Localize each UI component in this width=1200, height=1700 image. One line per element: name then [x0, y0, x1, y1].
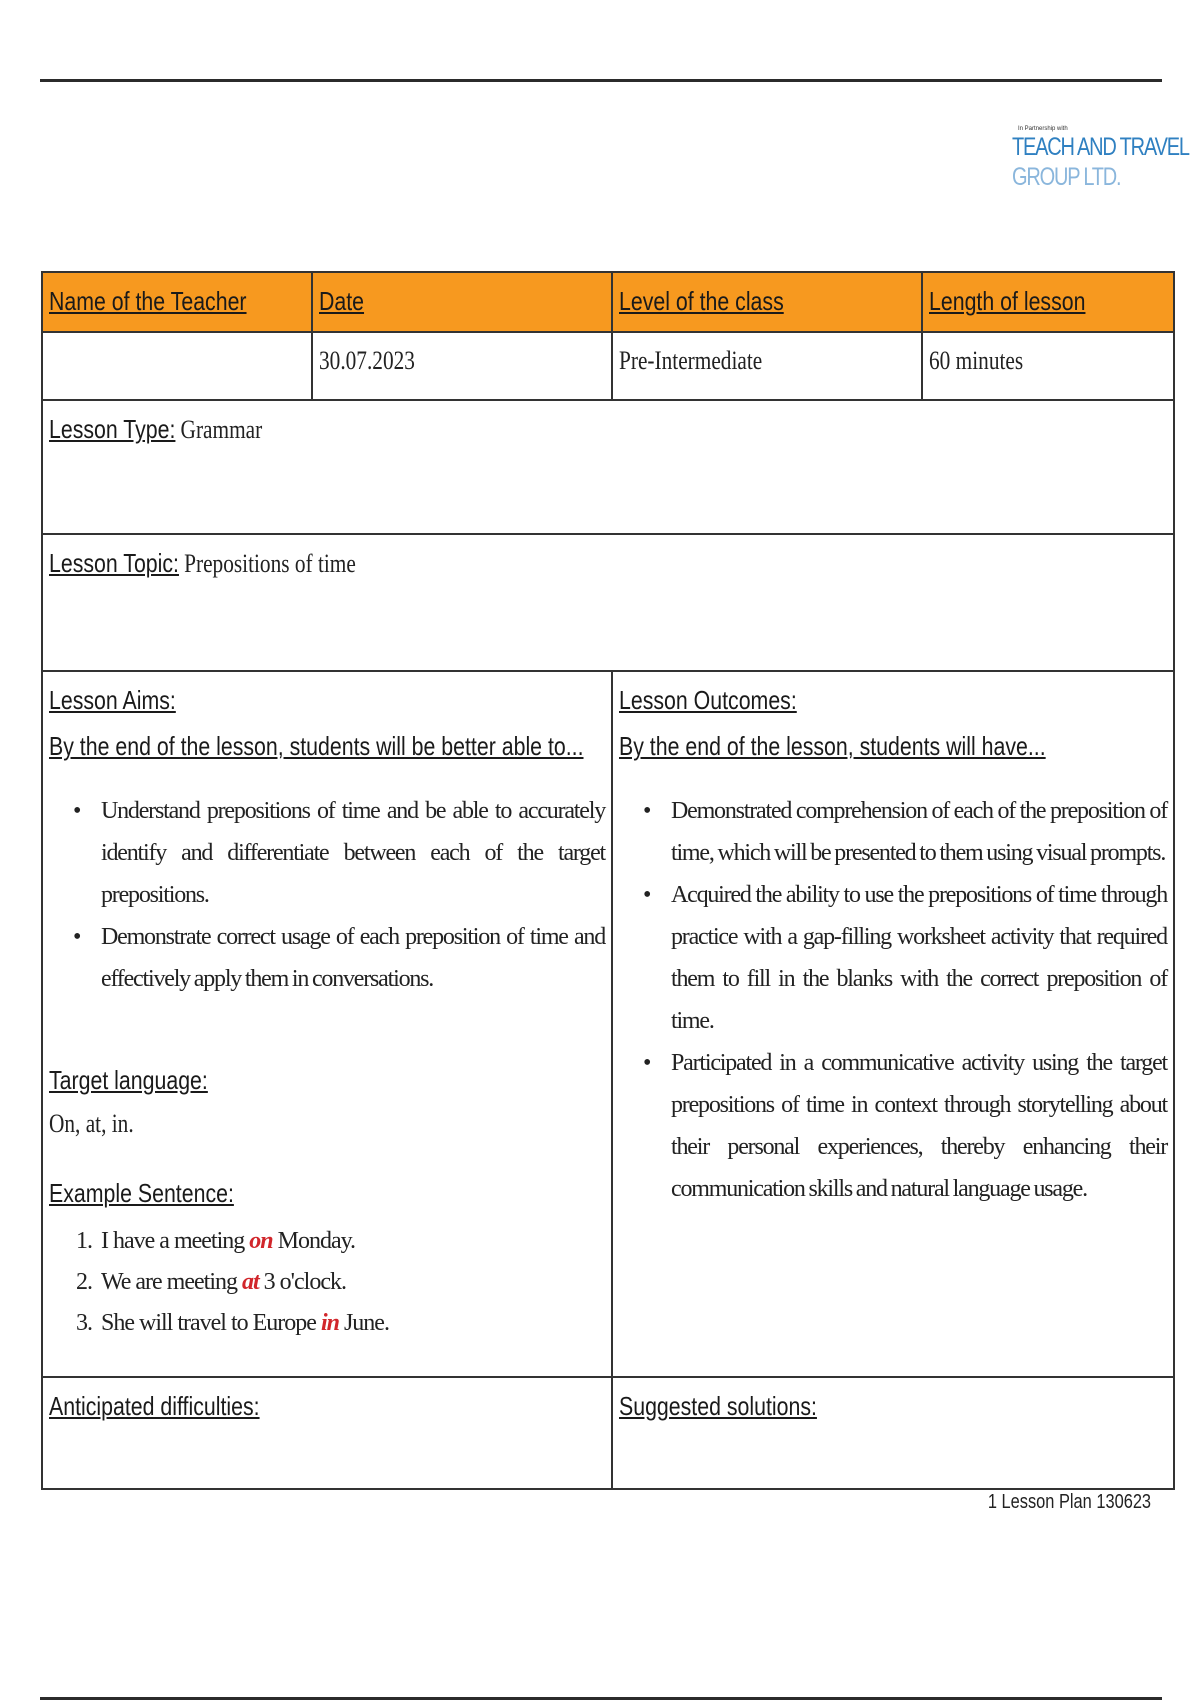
length-header: Length of lesson	[922, 272, 1174, 332]
aims-subtitle: By the end of the lesson, students will be better able to...	[49, 731, 584, 761]
outcome-item: • Demonstrated comprehension of each of the preposition of time, which will be presented to them using visual prompts.	[619, 790, 1167, 874]
level-header: Level of the class	[612, 272, 922, 332]
example-item: 3. She will travel to Europe in June.	[76, 1310, 389, 1336]
solutions-cell	[612, 1377, 1174, 1489]
lesson-type-row	[42, 400, 1174, 534]
lesson-topic-row	[42, 534, 1174, 671]
partner-logo	[1012, 126, 1189, 192]
date-header: Date	[312, 272, 612, 332]
logo-small-text: In Partnership with	[1018, 126, 1068, 132]
page-footer: 1 Lesson Plan 130623	[987, 1491, 1151, 1513]
example-sentence-label: Example Sentence:	[49, 1178, 234, 1208]
preposition-highlight: at	[242, 1269, 259, 1295]
preposition-highlight: on	[249, 1228, 273, 1254]
values-row	[42, 332, 1174, 400]
target-language-value: On, at, in.	[49, 1109, 134, 1138]
outcomes-cell	[612, 671, 1174, 1377]
logo-line-1: TEACH AND TRAVEL	[1012, 133, 1189, 161]
difficulties-row	[42, 1377, 1174, 1489]
logo-line-2: GROUP LTD.	[1012, 163, 1121, 191]
lesson-type-value: Grammar	[180, 415, 263, 444]
date-value: 30.07.2023	[312, 332, 612, 400]
lesson-topic-label: Lesson Topic:	[49, 548, 179, 578]
lesson-plan-table	[41, 271, 1175, 1490]
teacher-header: Name of the Teacher	[42, 272, 312, 332]
outcomes-title: Lesson Outcomes:	[619, 685, 797, 715]
teacher-value	[42, 332, 312, 400]
difficulties-cell	[42, 1377, 612, 1489]
aims-list	[49, 790, 605, 1000]
lesson-type-cell	[42, 400, 1174, 534]
aims-cell	[42, 671, 612, 1377]
preposition-highlight: in	[320, 1310, 339, 1336]
length-value: 60 minutes	[922, 332, 1174, 400]
aims-title: Lesson Aims:	[49, 685, 176, 715]
solutions-label: Suggested solutions:	[619, 1391, 817, 1421]
example-item: 2. We are meeting at 3 o'clock.	[76, 1269, 346, 1295]
outcomes-subtitle: By the end of the lesson, students will have...	[619, 731, 1046, 761]
header-row	[42, 272, 1174, 332]
top-rule	[40, 79, 1162, 82]
aims-item: • Demonstrate correct usage of each preposition of time and effectively apply them in conversations.	[49, 916, 605, 1000]
lesson-topic-value: Prepositions of time	[184, 549, 356, 578]
lesson-topic-cell	[42, 534, 1174, 671]
difficulties-label: Anticipated difficulties:	[49, 1391, 260, 1421]
example-item: 1. I have a meeting on Monday.	[76, 1228, 356, 1254]
lesson-type-label: Lesson Type:	[49, 414, 176, 444]
target-language-label: Target language:	[49, 1065, 208, 1095]
outcomes-list	[619, 790, 1167, 1210]
aims-item: • Understand prepositions of time and be able to accurately identify and differentiate between each of the target prepositions.	[49, 790, 605, 916]
outcome-item: • Participated in a communicative activity using the target prepositions of time in context through storytelling about their personal experiences, thereby enhancing their communication skills and natural language usage.	[619, 1042, 1167, 1210]
level-value: Pre-Intermediate	[612, 332, 922, 400]
outcome-item: • Acquired the ability to use the prepositions of time through practice with a gap-filling worksheet activity that required them to fill in the blanks with the correct preposition of time.	[619, 874, 1167, 1042]
example-list	[49, 1221, 605, 1344]
aims-outcomes-row	[42, 671, 1174, 1377]
